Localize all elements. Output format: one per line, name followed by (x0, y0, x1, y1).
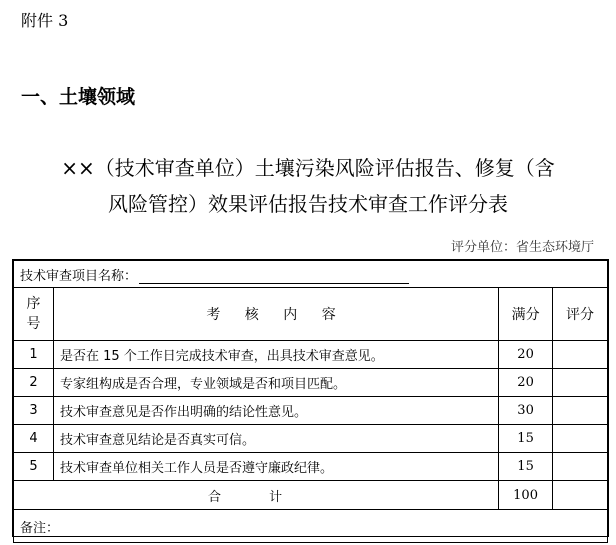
header-row (14, 288, 608, 341)
row-score-cell[interactable] (553, 453, 608, 481)
row-number: 5 (14, 453, 54, 481)
total-score-cell[interactable] (553, 481, 608, 510)
document-title-line-1: ××（技术审查单位）土壤污染风险评估报告、修复（含 (61, 156, 555, 180)
scoring-unit: 评分单位：省生态环境厅 (450, 240, 594, 255)
row-full-score: 15 (499, 425, 553, 453)
header-content: 考 核 内 容 (53, 288, 498, 341)
row-number: 1 (14, 341, 54, 369)
row-number: 3 (14, 397, 54, 425)
row-score-cell[interactable] (553, 397, 608, 425)
row-score-cell[interactable] (553, 341, 608, 369)
total-label: 合 计 (14, 481, 499, 510)
row-full-score: 20 (499, 369, 553, 397)
row-criterion: 技术审查单位相关工作人员是否遵守廉政纪律。 (53, 453, 498, 481)
row-full-score: 20 (499, 341, 553, 369)
row-number: 4 (14, 425, 54, 453)
header-score: 评分 (553, 288, 608, 341)
document-title-line-2: 风险管控）效果评估报告技术审查工作评分表 (108, 192, 508, 216)
table-row (14, 453, 608, 481)
table-row (14, 425, 608, 453)
note-row (14, 510, 608, 543)
row-full-score: 15 (499, 453, 553, 481)
row-number: 2 (14, 369, 54, 397)
total-row (14, 481, 608, 510)
row-criterion: 技术审查意见结论是否真实可信。 (53, 425, 498, 453)
row-criterion: 是否在 15 个工作日完成技术审查，出具技术审查意见。 (53, 341, 498, 369)
project-name-blank[interactable] (139, 269, 409, 284)
row-criterion: 专家组构成是否合理，专业领域是否和项目匹配。 (53, 369, 498, 397)
project-name-label: 技术审查项目名称： (20, 268, 138, 284)
table-row (14, 397, 608, 425)
header-seq: 序 号 (14, 288, 54, 341)
note-label[interactable]: 备注： (14, 510, 608, 543)
row-full-score: 30 (499, 397, 553, 425)
row-criterion: 技术审查意见是否作出明确的结论性意见。 (53, 397, 498, 425)
score-table (12, 259, 609, 537)
attachment-label: 附件 3 (21, 11, 69, 30)
project-name-row (14, 261, 608, 288)
row-score-cell[interactable] (553, 425, 608, 453)
section-heading: 一、土壤领域 (21, 86, 136, 108)
row-score-cell[interactable] (553, 369, 608, 397)
total-full-score: 100 (499, 481, 553, 510)
table-row (14, 369, 608, 397)
table-row (14, 341, 608, 369)
header-full-score: 满分 (499, 288, 553, 341)
